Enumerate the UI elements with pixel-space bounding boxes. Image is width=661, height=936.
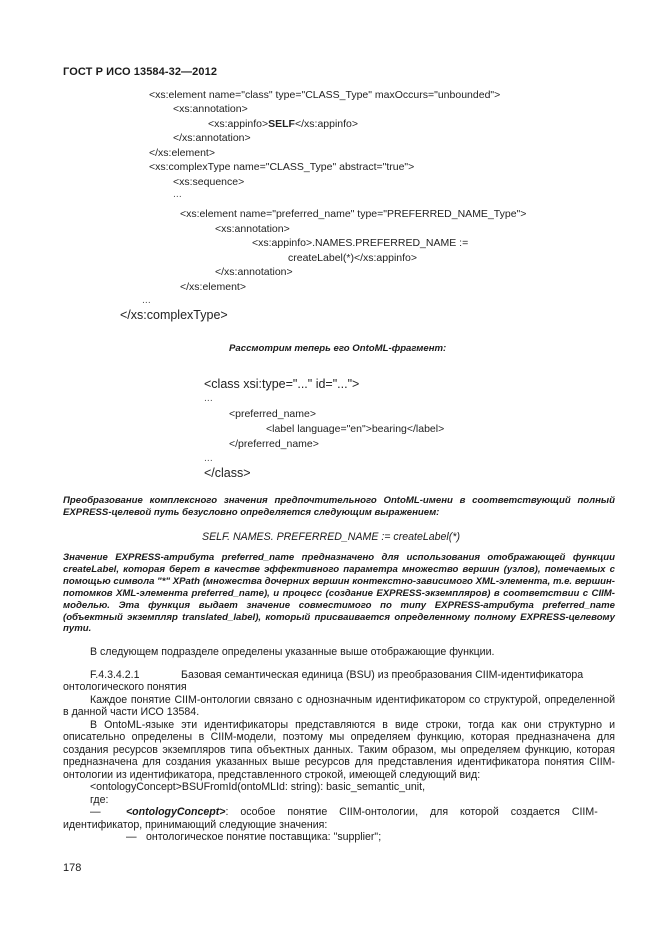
section-title-cont: онтологического понятия [63,681,187,693]
code-line: <class xsi:type="..." id="..."> [204,377,360,391]
code-bold-fragment: SELF [268,118,295,130]
code-line: </class> [204,466,251,480]
code-line [208,118,358,130]
definition-line [126,806,598,818]
code-line: </xs:complexType> [120,308,228,322]
paragraph-next: В следующем подразделе определены указанные выше отображающие функции. [90,646,495,658]
code-ellipsis: ... [142,294,151,306]
definition-text: : особое понятие CIIM-онтологии, для которой создается CIIM- [225,806,598,818]
paragraph-each: Каждое понятие CIIM-онтологии связано с однозначным идентификатором со структурой, определенной в данной части ИСО 13584. [63,694,615,719]
document-header: ГОСТ Р ИСО 13584-32—2012 [63,66,218,78]
code-line: </xs:element> [149,147,215,159]
code-ellipsis: ... [204,452,213,464]
paragraph-transform: Преобразование комплексного значения предпочтительного OntoML-имени в соответствующий полный EXPRESS-целевой путь безусловно определяется следующим выражением: [63,495,615,518]
code-line: <xs:annotation> [215,223,290,235]
definition-text-cont: идентификатор, принимающий следующие значения: [63,819,328,831]
code-line: <label language="en">bearing</label> [266,423,445,435]
expression: SELF. NAMES. PREFERRED_NAME := createLabel(*) [202,531,460,543]
sub-item-dash: — [126,831,137,843]
code-fragment: </xs:appinfo> [294,118,359,130]
definition-dash: — [90,806,101,818]
code-fragment: <xs:appinfo> [208,118,269,130]
paragraph-value: Значение EXPRESS-атрибута preferred_name предназначено для использования отображающей функции createLabel, которая берет в качестве эффективного параметра множество вершин (узлов), помечаемых с помощью символа "*" XPath (множества дочерних вершин контекстно-зависимого XML-элемента, т.е. вершин-потомков XML-элемента preferred_name), и процесс (создание EXPRESS-экземпляров) в соответствии с CIIM-моделью. Эта функция выдает значение совместимого по типу EXPRESS-атрибута preferred_name (объектный экземпляр translated_label), который присваивается определенному полному EXPRESS-целевому пути. [63,552,615,635]
caption-ontoml-fragment: Рассмотрим теперь его OntoML-фрагмент: [229,343,447,354]
where-label: где: [90,794,109,806]
code-line: <xs:element name="preferred_name" type="PREFERRED_NAME_Type"> [180,208,527,220]
sub-item-text: онтологическое понятие поставщика: "supplier"; [146,831,382,843]
code-line: </xs:annotation> [173,132,251,144]
code-ellipsis: ... [204,392,213,404]
code-line: </xs:annotation> [215,266,293,278]
code-ellipsis: ... [173,188,182,200]
code-line: <xs:appinfo>.NAMES.PREFERRED_NAME := [252,237,469,249]
paragraph-ontoml: В OntoML-языке эти идентификаторы представляются в виде строки, тогда как они структурно и описательно определены в CIIM-модели, поэтому мы определяем функцию, которая предназначена для создания ресурсов экземпляров типа объектных данных. Таким образом, мы определяем функцию, которая предназначена для создания указанных выше ресурсов для представления идентификатора понятия CIIM-онтологии из идентификатора, представленного строкой, имеющей следующий вид: [63,719,615,781]
code-line: <preferred_name> [229,408,316,420]
code-line: <xs:complexType name="CLASS_Type" abstract="true"> [149,161,415,173]
section-title: Базовая семантическая единица (BSU) из преобразования CIIM-идентификатора [181,669,584,681]
code-line: <xs:element name="class" type="CLASS_Type" maxOccurs="unbounded"> [149,89,501,101]
page-number: 178 [63,862,82,874]
code-line: <xs:sequence> [173,176,245,188]
section-number: F.4.3.4.2.1 [90,669,140,681]
code-line: </xs:element> [180,281,246,293]
definition-term: <ontologyConcept> [126,806,226,818]
code-line: </preferred_name> [229,438,319,450]
code-line: <xs:annotation> [173,103,248,115]
code-line: createLabel(*)</xs:appinfo> [288,252,417,264]
function-signature: <ontologyConcept>BSUFromId(ontoMLId: string): basic_semantic_unit, [90,781,426,793]
